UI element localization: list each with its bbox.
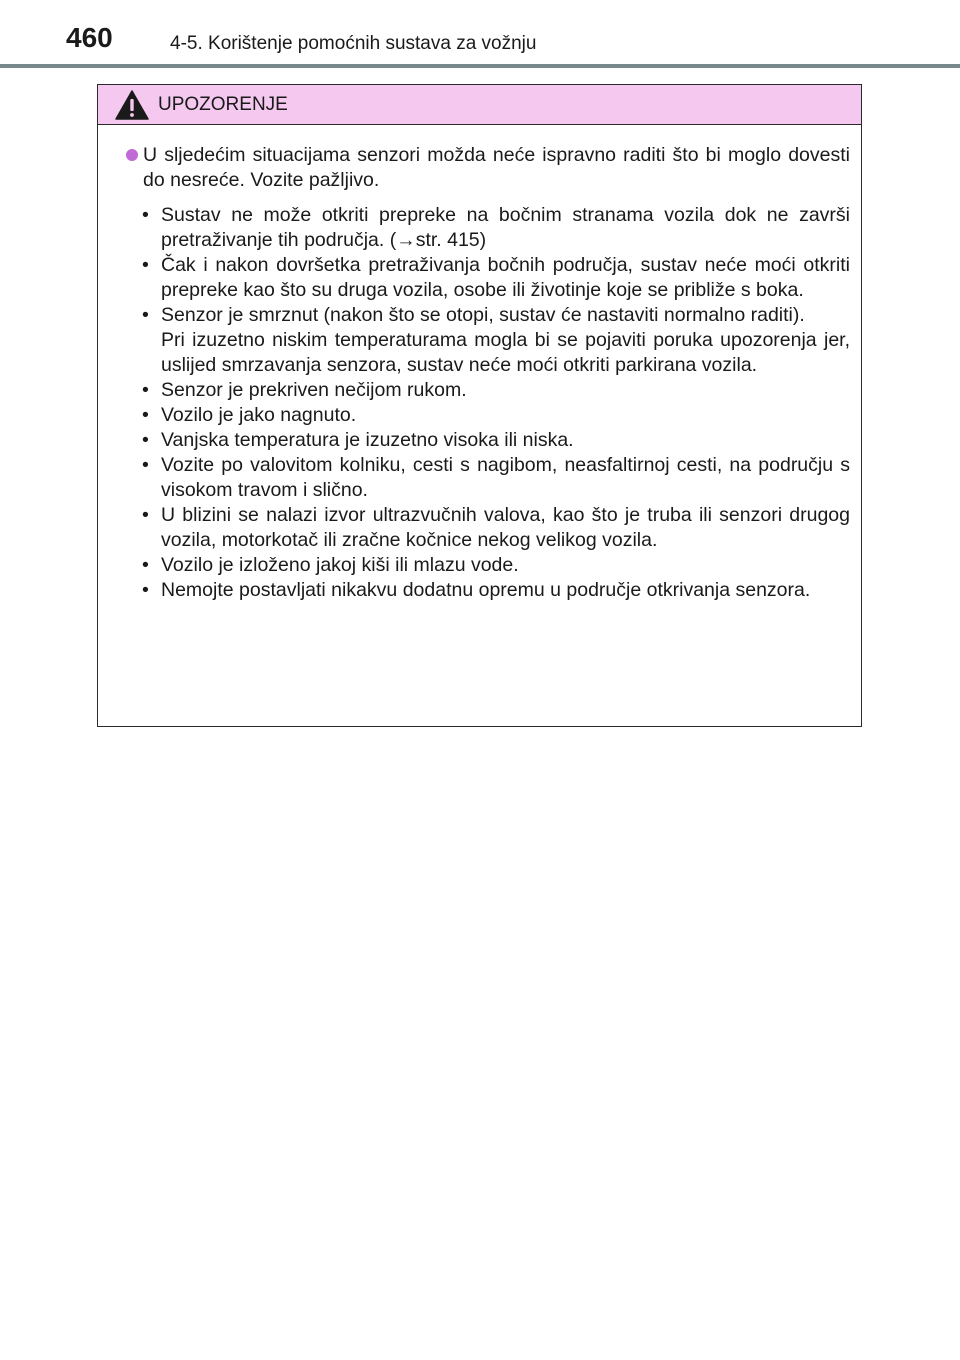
list-item-text: Čak i nakon dovršetka pretraživanja bočnih područja, sustav neće moći otkriti prepreke kao što su druga vozila, osobe ili životinje koje se približe s boka. xyxy=(161,254,850,301)
section-title: 4-5. Korištenje pomoćnih sustava za vožnju xyxy=(170,33,537,54)
list-item-text: Sustav ne može otkriti prepreke na bočnim stranama vozila dok ne završi pretraživanje tih područja. (→str. 415) xyxy=(161,204,850,251)
bullet-glyph: • xyxy=(142,429,149,451)
warning-title: UPOZORENJE xyxy=(158,94,288,115)
list-item-text: Vozite po valovitom kolniku, cesti s nagibom, neasfaltirnoj cesti, na području s visokom travom i slično. xyxy=(161,454,850,501)
list-item-extra-text: Pri izuzetno niskim temperaturama mogla bi se pojaviti poruka upozorenja jer, uslijed smrzavanja senzora, sustav neće moći otkriti parkirana vozila. xyxy=(161,329,850,376)
bullet-glyph: • xyxy=(142,304,149,326)
bullet-glyph: • xyxy=(142,504,149,526)
header-rule xyxy=(0,64,960,68)
lead-paragraph xyxy=(98,143,850,193)
warning-triangle-icon xyxy=(115,90,149,120)
bullet-glyph: • xyxy=(142,579,149,601)
lead-bullet-icon xyxy=(126,149,138,161)
list-item-text: Vozilo je izloženo jakoj kiši ili mlazu vode. xyxy=(161,554,519,576)
list-item xyxy=(98,303,850,378)
list-item xyxy=(98,403,850,428)
bullet-glyph: • xyxy=(142,379,149,401)
condition-list xyxy=(98,203,850,603)
list-item-text: Senzor je smrznut (nakon što se otopi, sustav će nastaviti normalno raditi). xyxy=(161,304,805,326)
list-item xyxy=(98,253,850,303)
bullet-glyph: • xyxy=(142,204,149,226)
list-item xyxy=(98,378,850,403)
list-item-text: Nemojte postavljati nikakvu dodatnu opremu u područje otkrivanja senzora. xyxy=(161,579,811,601)
list-item-text: Senzor je prekriven nečijom rukom. xyxy=(161,379,467,401)
page-header xyxy=(0,0,960,54)
warning-box xyxy=(97,84,862,727)
bullet-glyph: • xyxy=(142,254,149,276)
warning-header xyxy=(98,85,861,125)
lead-text: U sljedećim situacijama senzori možda neće ispravno raditi što bi moglo dovesti do nesreće. Vozite pažljivo. xyxy=(143,144,850,191)
list-item xyxy=(98,453,850,503)
list-item xyxy=(98,203,850,253)
warning-body xyxy=(98,125,860,603)
list-item xyxy=(98,578,850,603)
bullet-glyph: • xyxy=(142,554,149,576)
page-number: 460 xyxy=(66,22,113,53)
bullet-glyph: • xyxy=(142,454,149,476)
list-item-text: Vanjska temperatura je izuzetno visoka ili niska. xyxy=(161,429,574,451)
list-item xyxy=(98,503,850,553)
bullet-glyph: • xyxy=(142,404,149,426)
list-item-text: Vozilo je jako nagnuto. xyxy=(161,404,357,426)
list-item xyxy=(98,428,850,453)
list-item xyxy=(98,553,850,578)
list-item-text: U blizini se nalazi izvor ultrazvučnih valova, kao što je truba ili senzori drugog vozila, motorkotač ili zračne kočnice nekog velikog vozila. xyxy=(161,504,850,551)
